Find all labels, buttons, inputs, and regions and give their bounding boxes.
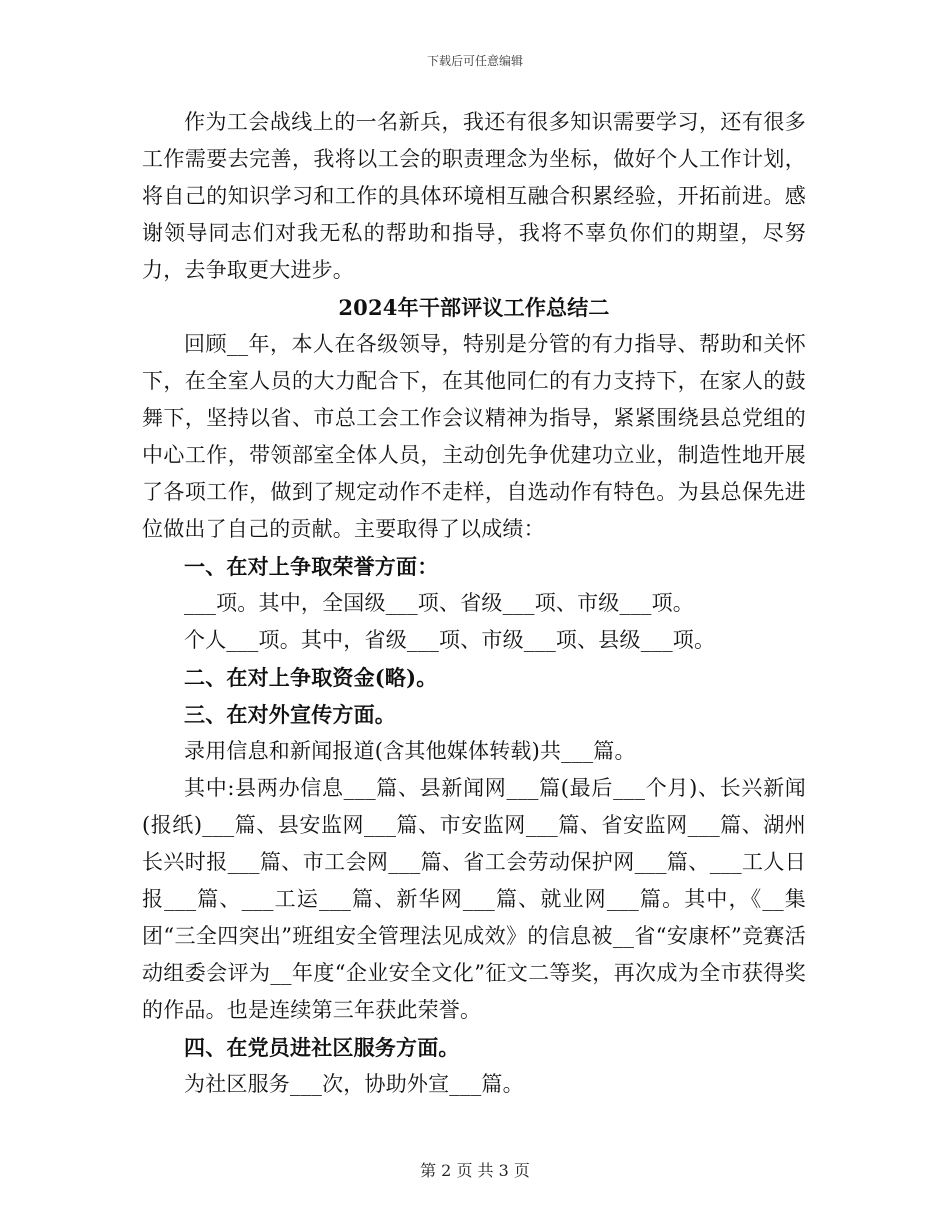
community-line: 为社区服务___次，协助外宣___篇。 — [184, 1072, 524, 1096]
page-header-note: 下载后可任意编辑 — [426, 54, 523, 68]
honors-line-2: 个人___项。其中，省级___项、市级___项、县级___项。 — [184, 628, 716, 652]
section-title: 2024年干部评议工作总结二 — [338, 295, 610, 320]
heading-community: 四、在党员进社区服务方面。 — [184, 1035, 460, 1060]
page-number-footer: 第 2 页 共 3 页 — [420, 1161, 530, 1180]
review-paragraph: 回顾__年，本人在各级领导，特别是分管的有力指导、帮助和关怀下，在全室人员的大力配合下，在其他同仁的有力支持下，在家人的鼓舞下，坚持以省、市总工会工作会议精神为指导，紧紧围绕县总党组的中心工作，带领部室全体人员，主动创先争优建功立业，制造性地开展了各项工作，做到了规定动作不走样，自选动作有特色。为县总保先进位做出了自己的贡献。主要取得了以成绩： — [142, 332, 806, 541]
publicity-line-1: 录用信息和新闻报道(含其他媒体转载)共___篇。 — [184, 739, 636, 763]
honors-line-1: ___项。其中，全国级___项、省级___项、市级___项。 — [184, 591, 694, 615]
publicity-paragraph: 其中:县两办信息___篇、县新闻网___篇(最后___个月)、长兴新闻(报纸)___篇、县安监网___篇、市安监网___篇、省安监网___篇、湖州长兴时报___篇、市工会网___篇、省工会劳动保护网___篇、___工人日报___篇、___工运___篇、新华网___篇、就业网___篇。其中，《__集团“三全四突出”班组安全管理法见成效》的信息被__省“安康杯”竞赛活动组委会评为__年度“企业安全文化”征文二等奖，再次成为全市获得奖的作品。也是连续第三年获此荣誉。 — [142, 776, 806, 1022]
document-body — [142, 104, 806, 1103]
heading-funding: 二、在对上争取资金(略)。 — [184, 665, 438, 690]
heading-publicity: 三、在对外宣传方面。 — [184, 702, 396, 727]
heading-honors: 一、在对上争取荣誉方面： — [184, 554, 439, 579]
intro-paragraph: 作为工会战线上的一名新兵，我还有很多知识需要学习，还有很多工作需要去完善，我将以工会的职责理念为坐标，做好个人工作计划，将自己的知识学习和工作的具体环境相互融合积累经验，开拓前进。感谢领导同志们对我无私的帮助和指导，我将不辜负你们的期望，尽努力，去争取更大进步。 — [142, 110, 806, 282]
